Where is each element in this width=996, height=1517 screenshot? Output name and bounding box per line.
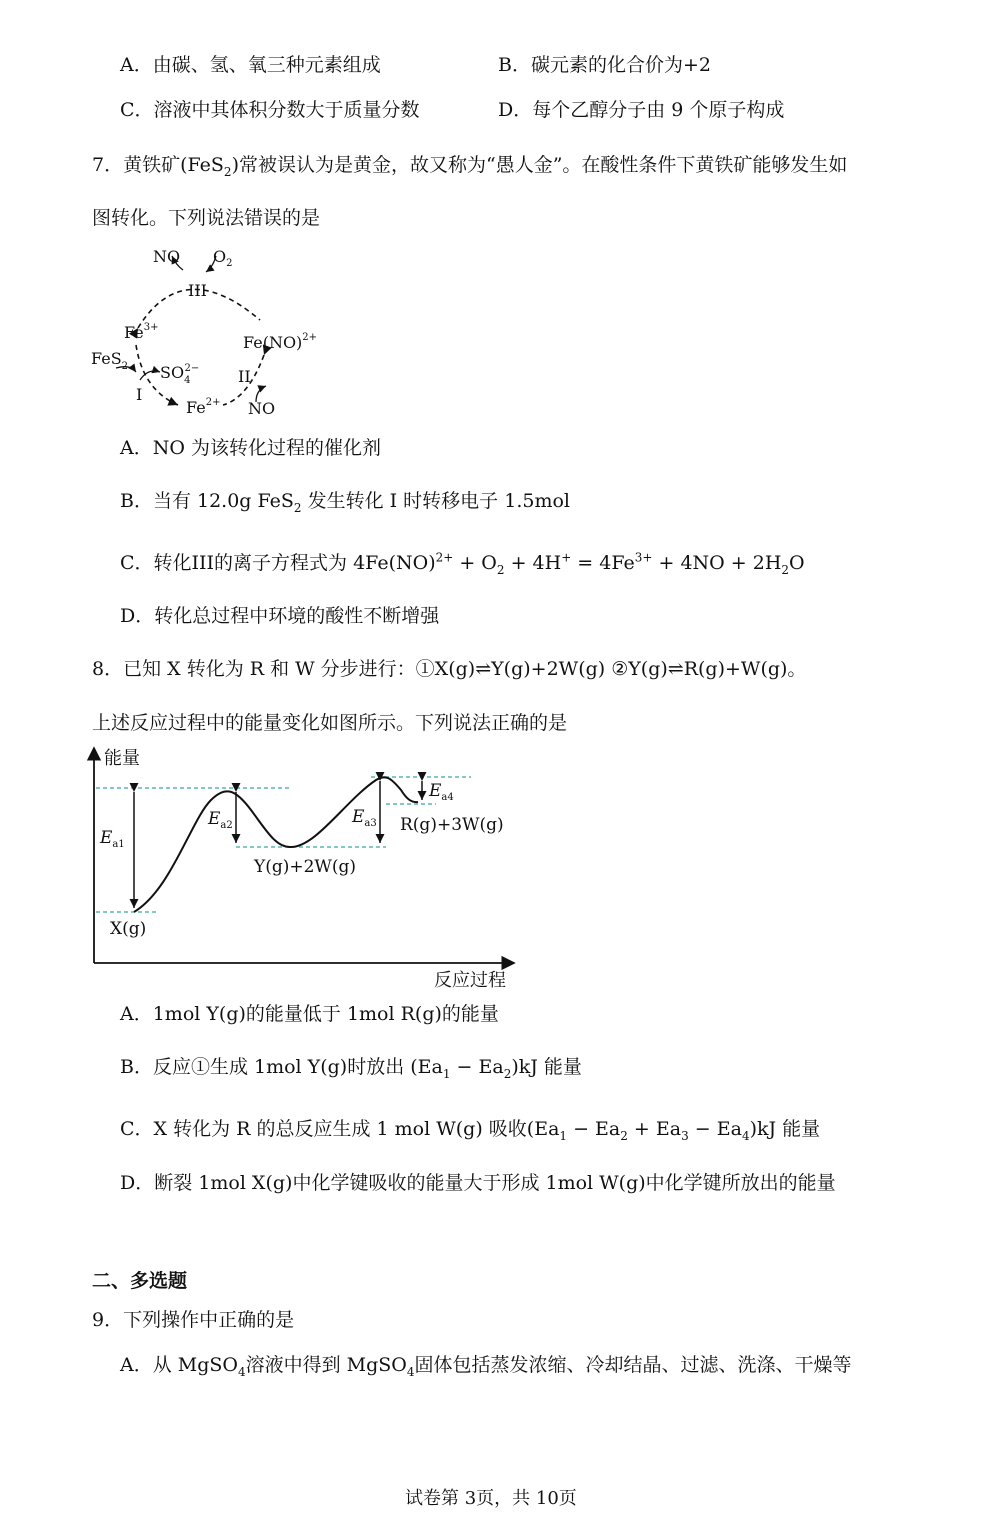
svg-text:O2	[213, 247, 233, 269]
ea2-label: E	[208, 809, 221, 829]
cycle-ii: II	[238, 367, 251, 386]
ea3-sub: a3	[364, 818, 377, 829]
svg-text:FeS2	[91, 349, 128, 372]
q8-stem-line2: 上述反应过程中的能量变化如图所示。下列说法正确的是	[92, 712, 568, 734]
ea3-label: E	[352, 807, 365, 827]
q8-option-a: A．1mol Y(g)的能量低于 1mol R(g)的能量	[120, 1003, 499, 1025]
q8-c-pre: C．X 转化为 R 的总反应生成 1 mol W(g) 吸收(Ea	[120, 1118, 560, 1140]
cycle-fes2: FeS	[91, 349, 122, 368]
q7-c-s1: 2+	[435, 550, 454, 565]
cycle-fe2: Fe	[186, 398, 206, 417]
energy-curve	[134, 777, 418, 912]
q6-option-d: D．每个乙醇分子由 9 个原子构成	[498, 99, 785, 121]
q8-b-mid: − Ea	[450, 1056, 504, 1078]
q9-a-sub1: 4	[237, 1364, 246, 1379]
cycle-so4-sub: 4	[184, 375, 191, 386]
q9-a-pre: A．从 MgSO	[120, 1354, 238, 1376]
q6-option-b: B．碳元素的化合价为+2	[498, 54, 711, 76]
q7-stem-post: )常被误认为是黄金，故又称为“愚人金”。在酸性条件下黄铁矿能够发生如	[231, 154, 848, 176]
q9-option-a	[120, 1352, 852, 1378]
q7-stem-formula-sub: 2	[223, 164, 232, 179]
cycle-o2-sub: 2	[226, 258, 233, 269]
cycle-feno: Fe(NO)	[243, 333, 303, 352]
q8-c-b4: 4	[741, 1128, 750, 1143]
q8-b-pre: B．反应①生成 1mol Y(g)时放出 (Ea	[120, 1056, 443, 1078]
q8-b-b2: 2	[503, 1066, 512, 1081]
cycle-fe3: Fe	[124, 323, 144, 342]
cycle-o2: O	[213, 247, 227, 266]
svg-text:Fe(NO)2+	[243, 332, 317, 352]
cycle-i: I	[136, 385, 143, 404]
q7-option-c	[120, 550, 805, 576]
cycle-no-top: NO	[153, 247, 181, 266]
q7-c-p3: + 4H	[504, 552, 562, 574]
ea4-sub: a4	[441, 792, 454, 803]
svg-text:Fe2+	[186, 397, 220, 417]
label-x-g: X(g)	[110, 919, 147, 939]
q9-a-post: 固体包括蒸发浓缩、冷却结晶、过滤、洗涤、干燥等	[414, 1354, 852, 1376]
ea1-label: E	[100, 828, 113, 848]
q8-c-m1: − Ea	[567, 1118, 621, 1140]
q7-c-p6: O	[789, 552, 805, 574]
q7-option-b-post: 发生转化 I 时转移电子 1.5mol	[301, 490, 570, 512]
page-footer: 试卷第 3页，共 10页	[405, 1488, 577, 1509]
q7-option-d: D．转化总过程中环境的酸性不断增强	[120, 605, 440, 627]
cycle-feno-sup: 2+	[302, 332, 318, 343]
q8-c-m2: + Ea	[627, 1118, 682, 1140]
q8-c-b1: 1	[559, 1128, 568, 1143]
ea4-label: E	[429, 781, 442, 801]
q7-stem-line1	[92, 152, 847, 178]
q8-b-post: )kJ 能量	[511, 1056, 582, 1078]
ea2-sub: a2	[220, 820, 233, 831]
section-title: 二、多选题	[92, 1270, 188, 1292]
label-y-g: Y(g)+2W(g)	[254, 857, 357, 877]
q8-b-b1: 1	[442, 1066, 451, 1081]
q7-c-pre: C．转化III的离子方程式为 4Fe	[120, 552, 389, 574]
y-axis-label: 能量	[104, 748, 140, 769]
q7-option-a: A．NO 为该转化过程的催化剂	[120, 437, 381, 459]
svg-text:Ea1	[99, 828, 125, 850]
q7-c-p4: = 4Fe	[571, 552, 635, 574]
q8-c-b2: 2	[620, 1128, 628, 1143]
cycle-so4: SO	[160, 363, 185, 382]
svg-text:Ea3	[351, 807, 377, 829]
q9-a-mid: 溶液中得到 MgSO	[245, 1354, 407, 1376]
q6-option-c: C．溶液中其体积分数大于质量分数	[120, 99, 420, 121]
cycle-fe2-sup: 2+	[205, 397, 221, 408]
q8-c-m3: − Ea	[688, 1118, 742, 1140]
svg-text:SO42−	[160, 363, 199, 386]
ea1-sub: a1	[112, 839, 125, 850]
cycle-iii: III	[188, 281, 207, 300]
svg-text:Fe3+	[124, 322, 158, 342]
q7-c-p5: + 4NO + 2H	[652, 552, 782, 574]
q7-option-b	[120, 488, 570, 514]
svg-text:Ea2	[207, 809, 233, 831]
q8-option-b	[120, 1054, 582, 1080]
q8-option-d: D．断裂 1mol X(g)中化学键吸收的能量大于形成 1mol W(g)中化学键所放出的能量	[120, 1172, 836, 1194]
q7-option-b-sub: 2	[293, 500, 302, 515]
cycle-fe3-sup: 3+	[143, 322, 159, 333]
q8-option-c	[120, 1116, 820, 1142]
q7-c-s3: 3+	[634, 550, 653, 565]
q9-stem: 9．下列操作中正确的是	[92, 1309, 295, 1331]
q8-c-b3: 3	[681, 1128, 689, 1143]
q6-option-a: A．由碳、氢、氧三种元素组成	[120, 54, 381, 76]
q7-cycle-diagram	[88, 240, 328, 422]
q7-c-p1: (NO)	[388, 552, 436, 574]
cycle-so4-sup: 2−	[184, 363, 200, 374]
cycle-no-bottom: NO	[248, 399, 276, 418]
q7-c-b1: 2	[496, 562, 505, 577]
cycle-fes2-sub: 2	[121, 361, 129, 372]
svg-text:Ea4	[428, 781, 454, 803]
q7-stem-line2: 图转化。下列说法错误的是	[92, 207, 321, 229]
q7-c-b2: 2	[781, 562, 790, 577]
q7-c-p2: + O	[453, 552, 497, 574]
q7-option-b-pre: B．当有 12.0g FeS	[120, 490, 294, 512]
q8-energy-diagram	[86, 740, 526, 990]
q7-stem-pre: 7．黄铁矿(	[92, 154, 188, 176]
q9-a-sub2: 4	[406, 1364, 415, 1379]
q8-c-post: )kJ 能量	[749, 1118, 821, 1140]
x-axis-label: 反应过程	[434, 970, 506, 990]
label-r-g: R(g)+3W(g)	[400, 815, 504, 835]
q8-stem-line1: 8．已知 X 转化为 R 和 W 分步进行：①X(g)⇌Y(g)+2W(g) ②Y(g)⇌R(g)+W(g)。	[92, 658, 807, 680]
q7-c-s2: +	[561, 550, 572, 565]
arrow-so4-out	[140, 371, 160, 380]
q7-stem-formula: FeS	[187, 154, 224, 176]
